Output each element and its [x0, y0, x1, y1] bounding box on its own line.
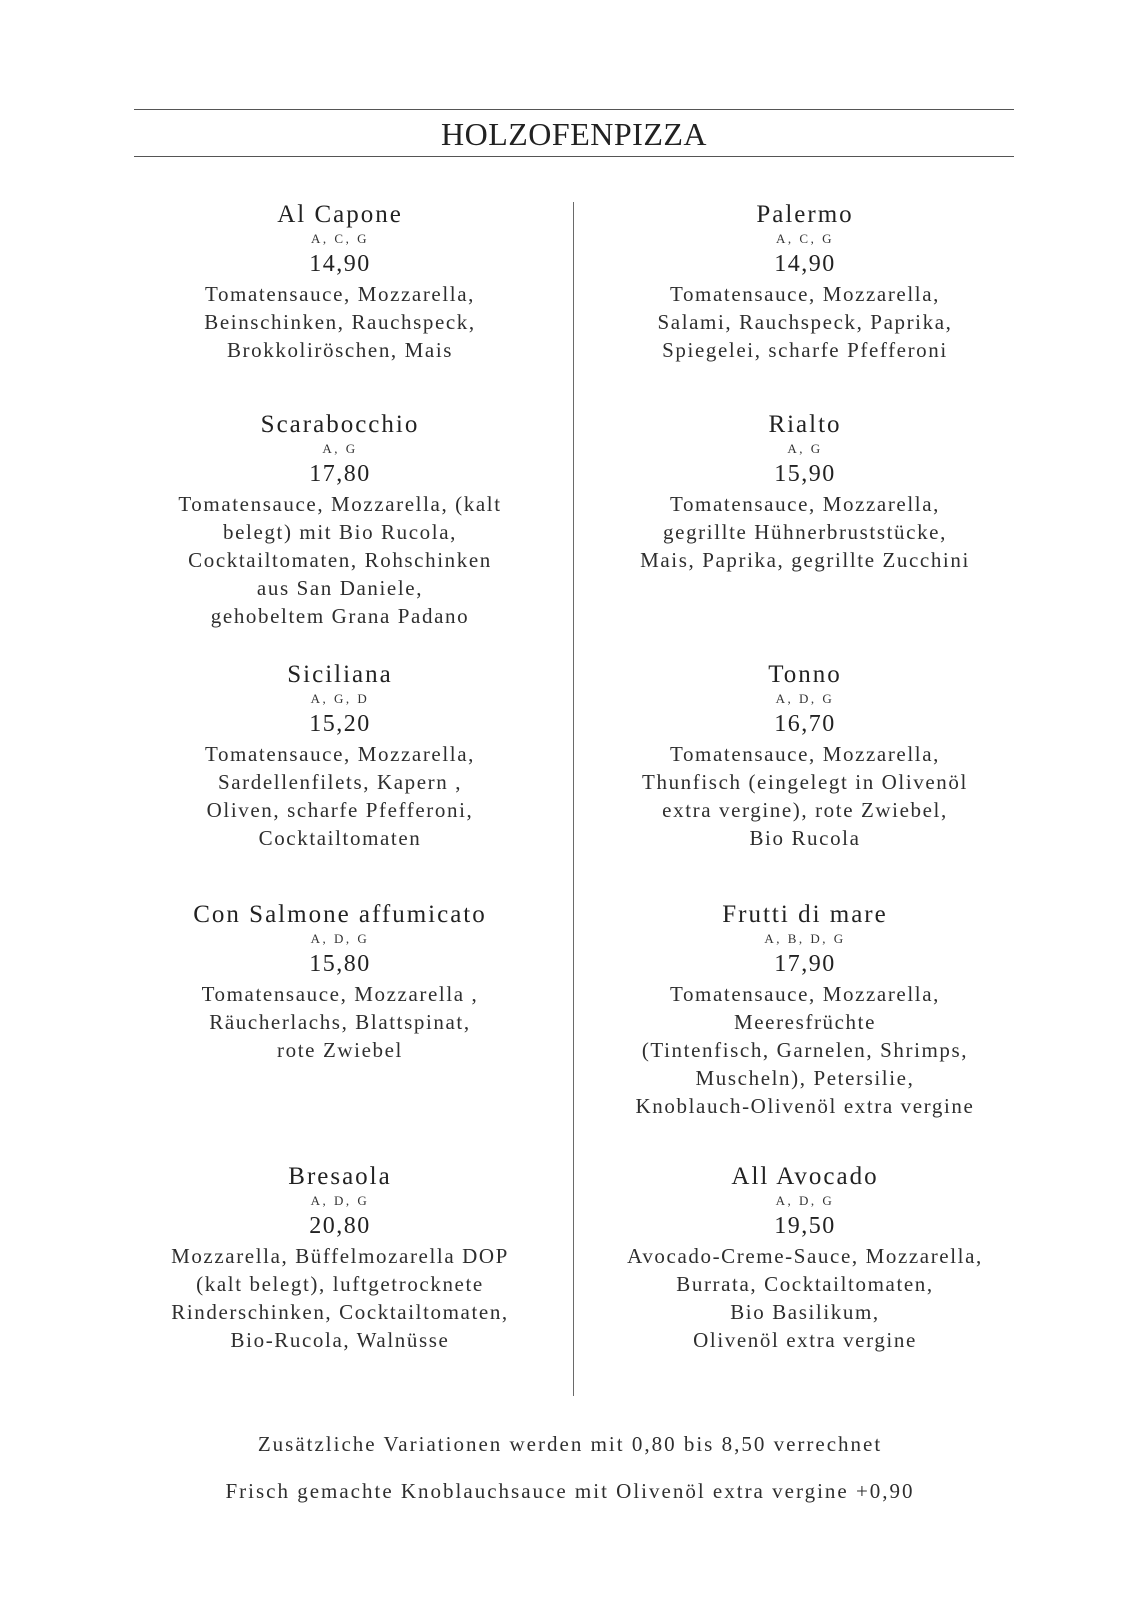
item-price: 17,80: [309, 461, 371, 487]
description-line: (Tintenfisch, Garnelen, Shrimps,: [641, 1038, 969, 1062]
item-name: Al Capone: [277, 201, 403, 228]
item-price: 17,90: [774, 951, 836, 977]
description-line: Salami, Rauchspeck, Paprika,: [657, 310, 953, 334]
description-line: Tomatensauce, Mozzarella,: [670, 492, 940, 516]
menu-item: [585, 660, 1025, 852]
item-price: 14,90: [774, 251, 836, 277]
item-description: [585, 980, 1025, 1120]
description-line: Tomatensauce, Mozzarella ,: [201, 982, 479, 1006]
description-line: Mais, Paprika, gegrillte Zucchini: [640, 548, 970, 572]
item-description: [585, 1242, 1025, 1354]
item-price: 14,90: [309, 251, 371, 277]
item-allergens: A, C, G: [776, 231, 834, 246]
menu-item: [585, 410, 1025, 574]
item-allergens: A, G: [322, 441, 358, 456]
item-allergens: A, D, G: [775, 691, 835, 706]
menu-item: [120, 200, 560, 364]
item-allergens: A, G, D: [310, 691, 370, 706]
footer-note-variations: Zusätzliche Variationen werden mit 0,80 bis 8,50 verrechnet: [257, 1432, 883, 1456]
description-line: Avocado-Creme-Sauce, Mozzarella,: [627, 1244, 983, 1268]
column-divider: [573, 202, 574, 1396]
description-line: Tomatensauce, Mozzarella,: [670, 282, 940, 306]
item-price: 15,90: [774, 461, 836, 487]
description-line: Bio-Rucola, Walnüsse: [230, 1328, 450, 1352]
menu-item: [120, 900, 560, 1064]
description-line: Mozzarella, Büffelmozarella DOP: [171, 1244, 509, 1268]
item-name: Palermo: [756, 201, 854, 228]
description-line: extra vergine), rote Zwiebel,: [662, 798, 948, 822]
description-line: Oliven, scharfe Pfefferoni,: [206, 798, 474, 822]
description-line: Rinderschinken, Cocktailtomaten,: [171, 1300, 509, 1324]
item-price: 15,20: [309, 711, 371, 737]
item-description: [585, 490, 1025, 574]
item-name: Rialto: [768, 411, 842, 438]
item-allergens: A, B, D, G: [764, 931, 846, 946]
item-description: [120, 280, 560, 364]
item-price: 16,70: [774, 711, 836, 737]
description-line: (kalt belegt), luftgetrocknete: [196, 1272, 484, 1296]
item-name: Tonno: [768, 661, 842, 688]
item-description: [585, 280, 1025, 364]
item-description: [120, 980, 560, 1064]
description-line: Bio Basilikum,: [730, 1300, 880, 1324]
description-line: Tomatensauce, Mozzarella,: [670, 742, 940, 766]
description-line: Beinschinken, Rauchspeck,: [204, 310, 476, 334]
item-allergens: A, D, G: [775, 1193, 835, 1208]
footer-note-garlic-sauce: Frisch gemachte Knoblauchsauce mit Olivenöl extra vergine +0,90: [225, 1479, 915, 1503]
item-name: Bresaola: [288, 1163, 392, 1190]
description-line: gegrillte Hühnerbruststücke,: [663, 520, 947, 544]
item-name: Scarabocchio: [260, 411, 420, 438]
description-line: Meeresfrüchte: [733, 1010, 877, 1034]
item-name: Con Salmone affumicato: [193, 901, 487, 928]
description-line: Cocktailtomaten: [258, 826, 422, 850]
menu-item: [585, 200, 1025, 364]
description-line: aus San Daniele,: [256, 576, 424, 600]
description-line: rote Zwiebel: [277, 1038, 403, 1062]
item-allergens: A, D, G: [310, 931, 370, 946]
description-line: Thunfisch (eingelegt in Olivenöl: [642, 770, 968, 794]
description-line: Olivenöl extra vergine: [693, 1328, 917, 1352]
item-allergens: A, G: [787, 441, 823, 456]
description-line: Spiegelei, scharfe Pfefferoni: [662, 338, 948, 362]
description-line: Muscheln), Petersilie,: [695, 1066, 915, 1090]
item-description: [585, 740, 1025, 852]
description-line: Brokkoliröschen, Mais: [226, 338, 454, 362]
item-name: Siciliana: [287, 661, 393, 688]
page-title: HOLZOFENPIZZA: [440, 116, 708, 152]
description-line: belegt) mit Bio Rucola,: [223, 520, 457, 544]
title-rule-top: [134, 109, 1014, 110]
item-price: 19,50: [774, 1213, 836, 1239]
item-description: [120, 1242, 560, 1354]
description-line: Knoblauch-Olivenöl extra vergine: [635, 1094, 975, 1118]
item-description: [120, 490, 560, 630]
item-allergens: A, D, G: [310, 1193, 370, 1208]
title-rule-bottom: [134, 156, 1014, 157]
item-name: All Avocado: [731, 1163, 879, 1190]
menu-item: [585, 900, 1025, 1120]
item-price: 20,80: [309, 1213, 371, 1239]
item-price: 15,80: [309, 951, 371, 977]
description-line: gehobeltem Grana Padano: [210, 604, 470, 628]
menu-item: [585, 1162, 1025, 1354]
description-line: Tomatensauce, Mozzarella,: [670, 982, 940, 1006]
item-description: [120, 740, 560, 852]
description-line: Tomatensauce, Mozzarella,: [205, 742, 475, 766]
menu-item: [120, 660, 560, 852]
description-line: Burrata, Cocktailtomaten,: [676, 1272, 934, 1296]
item-name: Frutti di mare: [722, 901, 888, 928]
description-line: Tomatensauce, Mozzarella,: [205, 282, 475, 306]
description-line: Cocktailtomaten, Rohschinken: [188, 548, 492, 572]
description-line: Sardellenfilets, Kapern ,: [217, 770, 463, 794]
description-line: Räucherlachs, Blattspinat,: [209, 1010, 471, 1034]
item-allergens: A, C, G: [311, 231, 369, 246]
description-line: Bio Rucola: [749, 826, 861, 850]
menu-item: [120, 1162, 560, 1354]
description-line: Tomatensauce, Mozzarella, (kalt: [178, 492, 502, 516]
menu-item: [120, 410, 560, 630]
